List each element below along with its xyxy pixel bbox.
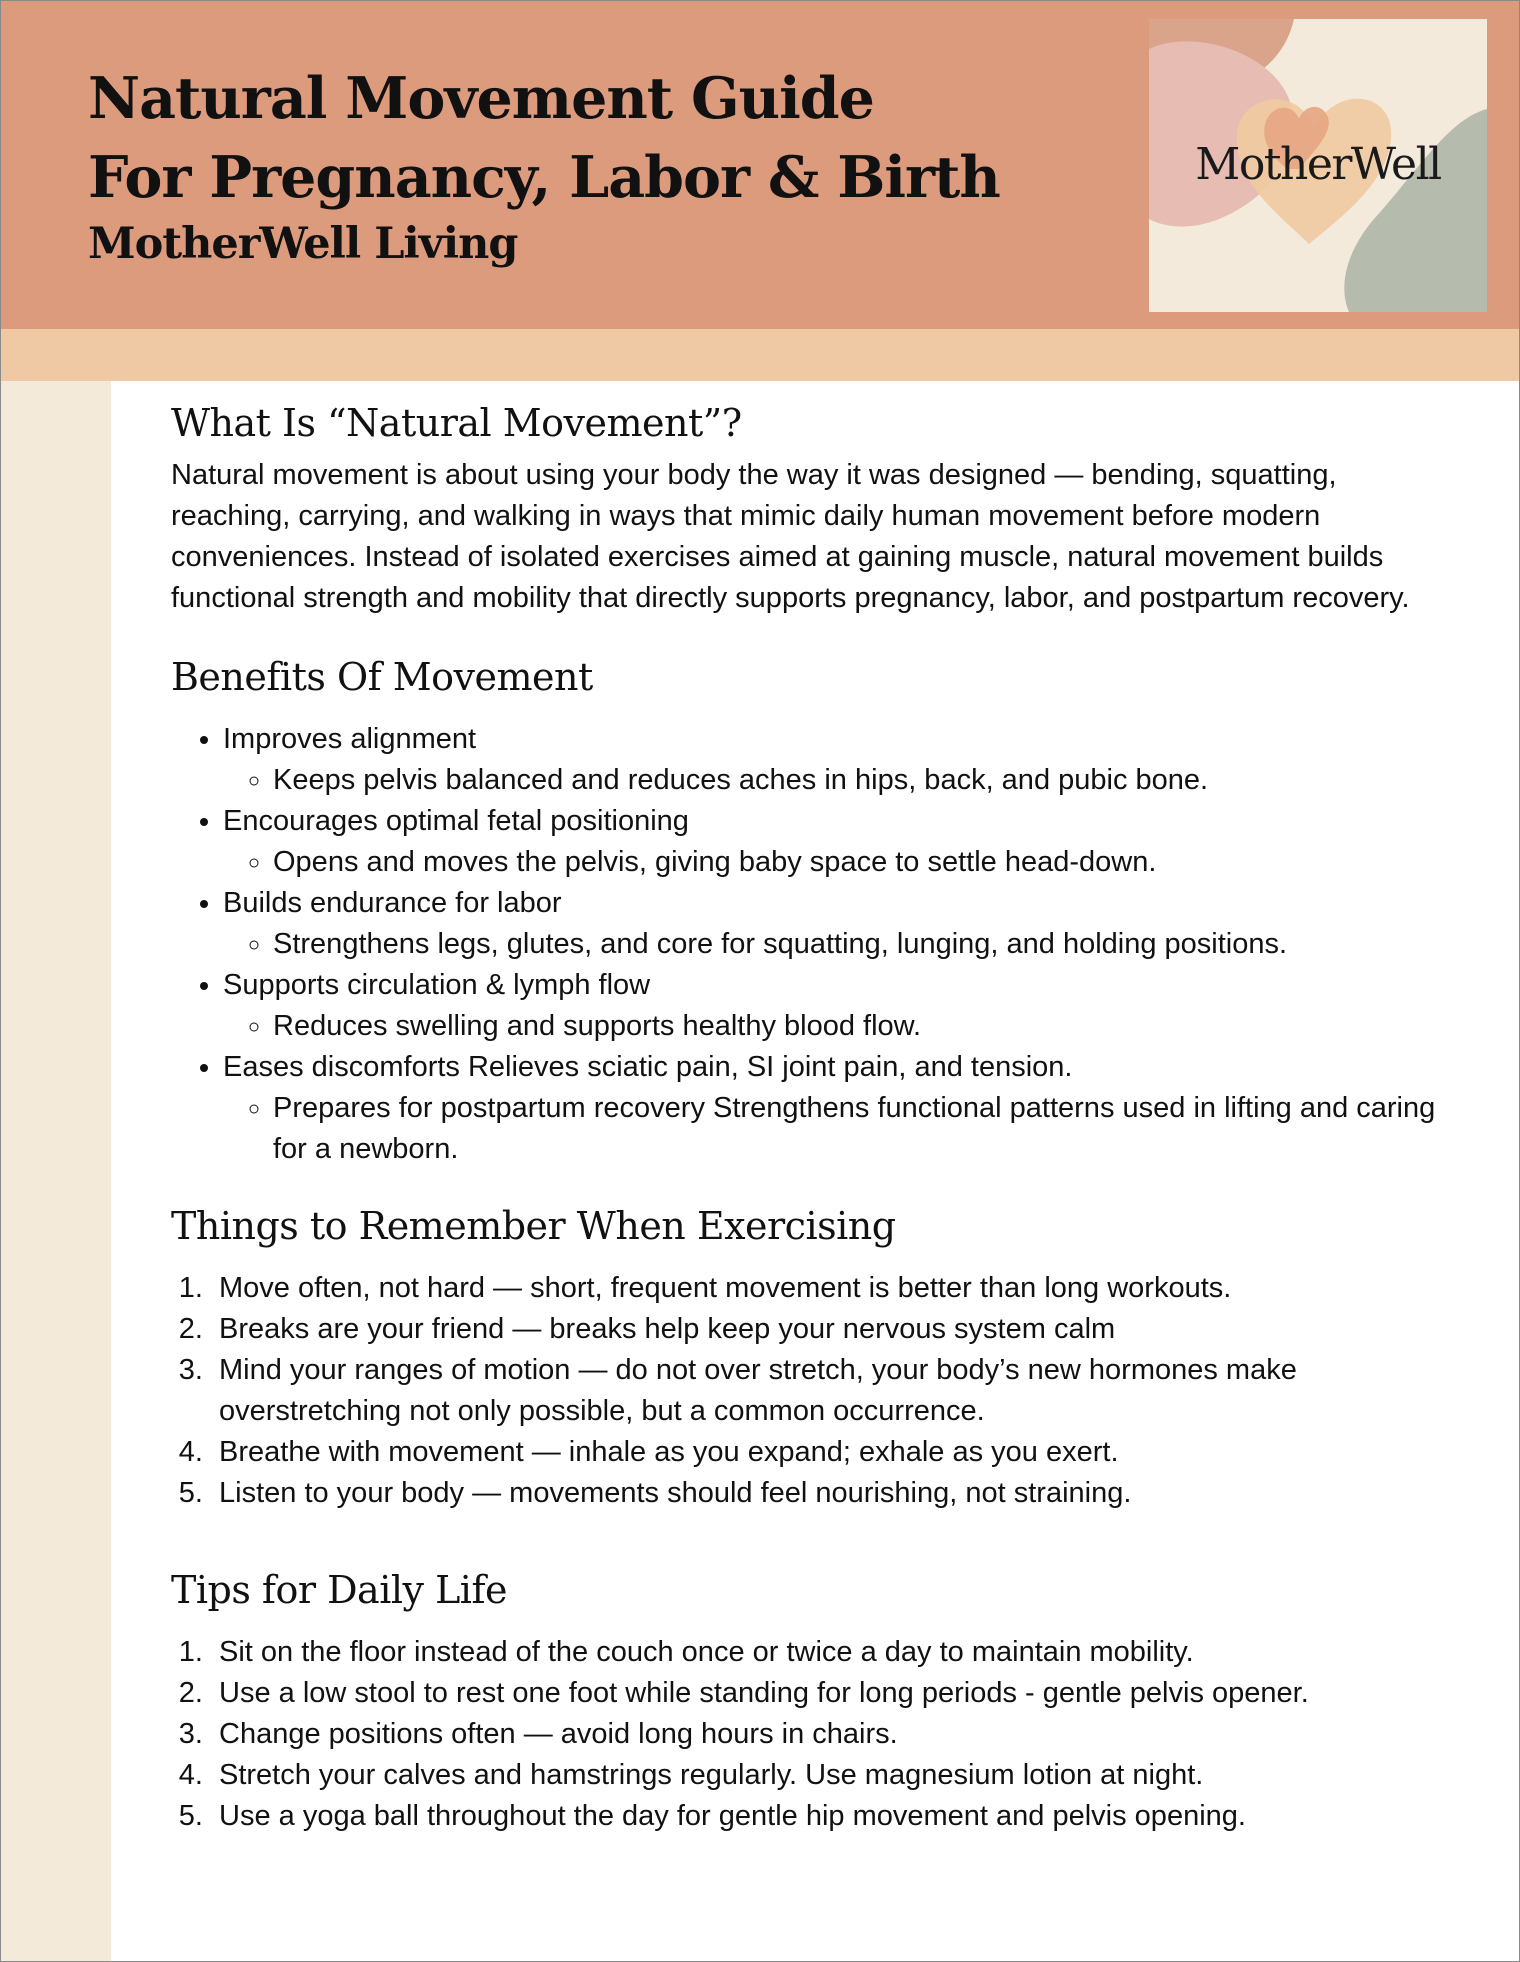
benefit-sublist: [223, 842, 1471, 883]
benefit-item: [223, 883, 1471, 965]
logo-text: MotherWell: [1195, 139, 1441, 190]
section-remember: [171, 1204, 1471, 1514]
benefit-sublist: [223, 760, 1471, 801]
content: [171, 401, 1471, 1837]
benefit-sub-item: ◦ Reduces swelling and supports healthy blood flow.: [273, 1006, 1471, 1047]
tip-item: 2. Use a low stool to rest one foot while standing for long periods - gentle pelvis opener.: [211, 1673, 1471, 1714]
tip-item: 4. Stretch your calves and hamstrings regularly. Use magnesium lotion at night.: [211, 1755, 1471, 1796]
remember-item: 2. Breaks are your friend — breaks help keep your nervous system calm: [211, 1309, 1471, 1350]
section-heading-what-is: What Is “Natural Movement”?: [171, 401, 742, 445]
tip-item: 3. Change positions often — avoid long hours in chairs.: [211, 1714, 1471, 1755]
benefits-list: [171, 719, 1471, 1170]
section-heading-benefits: Benefits Of Movement: [171, 655, 593, 699]
benefit-label: Eases discomforts Relieves sciatic pain, SI joint pain, and tension.: [223, 1051, 1073, 1083]
header-banner: [1, 1, 1519, 329]
benefit-sub-item: ◦ Strengthens legs, glutes, and core for squatting, lunging, and holding positions.: [273, 924, 1471, 965]
remember-list: [171, 1268, 1471, 1514]
section-heading-remember: Things to Remember When Exercising: [171, 1204, 896, 1248]
benefit-label: Builds endurance for labor: [223, 887, 562, 919]
benefit-sublist: [223, 924, 1471, 965]
section-heading-tips: Tips for Daily Life: [171, 1568, 508, 1612]
benefit-item: [223, 719, 1471, 801]
title-line-2: For Pregnancy, Labor & Birth: [88, 144, 1000, 211]
remember-item: 4. Breathe with movement — inhale as you expand; exhale as you exert.: [211, 1432, 1471, 1473]
title-line-1: Natural Movement Guide: [88, 65, 874, 132]
benefit-item: [223, 965, 1471, 1047]
tip-item: 5. Use a yoga ball throughout the day for gentle hip movement and pelvis opening.: [211, 1796, 1471, 1837]
benefit-sub-item: ◦ Prepares for postpartum recovery Strengthens functional patterns used in lifting and caring for a newborn.: [273, 1088, 1471, 1170]
tip-item: 1. Sit on the floor instead of the couch once or twice a day to maintain mobility.: [211, 1632, 1471, 1673]
left-sidebar-stripe: [1, 381, 111, 1961]
remember-item: 1. Move often, not hard — short, frequent movement is better than long workouts.: [211, 1268, 1471, 1309]
motherwell-logo: [1149, 19, 1487, 312]
tips-list: [171, 1632, 1471, 1837]
section-benefits: [171, 655, 1471, 1170]
section-body-what-is: Natural movement is about using your body the way it was designed — bending, squatting, reaching, carrying, and walking in ways that mimic daily human movement before modern conveniences. Instead of isolated exercises aimed at gaining muscle, natural movement builds functional strength and mobility that directly supports pregnancy, labor, and postpartum recovery.: [171, 459, 1410, 614]
benefit-label: Encourages optimal fetal positioning: [223, 805, 689, 837]
benefit-sublist: [223, 1088, 1471, 1170]
benefit-item: [223, 1047, 1471, 1170]
remember-item: 5. Listen to your body — movements should feel nourishing, not straining.: [211, 1473, 1471, 1514]
benefit-label: Improves alignment: [223, 723, 477, 755]
remember-item: 3. Mind your ranges of motion — do not over stretch, your body’s new hormones make overstretching not only possible, but a common occurrence.: [211, 1350, 1471, 1432]
accent-band: [1, 329, 1519, 381]
subtitle: MotherWell Living: [88, 219, 518, 269]
benefit-item: [223, 801, 1471, 883]
benefit-sublist: [223, 1006, 1471, 1047]
section-tips: [171, 1568, 1471, 1837]
benefit-label: Supports circulation & lymph flow: [223, 969, 651, 1001]
benefit-sub-item: ◦ Opens and moves the pelvis, giving baby space to settle head-down.: [273, 842, 1471, 883]
benefit-sub-item: ◦ Keeps pelvis balanced and reduces aches in hips, back, and pubic bone.: [273, 760, 1471, 801]
section-what-is: [171, 401, 1471, 619]
